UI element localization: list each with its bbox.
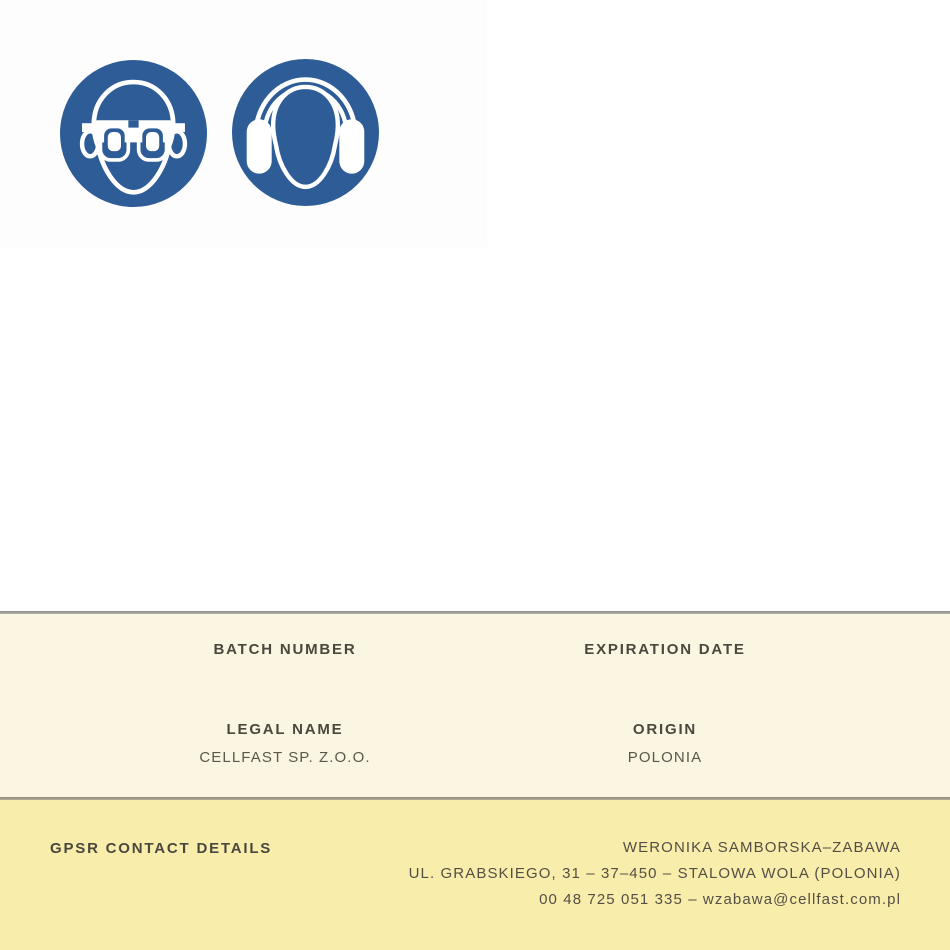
safety-pictograms-area: [0, 0, 487, 247]
expiration-date-label: [584, 641, 745, 659]
field-value: POLONIA: [627, 749, 703, 766]
origin-value: [628, 749, 702, 767]
batch-number-label: [214, 641, 357, 659]
gpsr-contact-phone-email: 00 48 725 051 335 – wzabawa@cellfast.com.pl: [539, 891, 901, 908]
gpsr-contact-section: [0, 800, 950, 950]
field-value: CELLFAST SP. Z.O.O.: [199, 749, 371, 766]
field-label: EXPIRATION DATE: [584, 641, 746, 658]
product-info-section: [0, 614, 950, 797]
field-label: ORIGIN: [632, 721, 698, 738]
gpsr-contact-lines: [409, 835, 901, 913]
field-label: BATCH NUMBER: [213, 641, 357, 658]
legal-name-label: [227, 721, 344, 739]
wear-ear-protection-icon: [232, 59, 379, 206]
legal-name-value: [199, 749, 370, 767]
field-label: LEGAL NAME: [226, 721, 344, 738]
wear-eye-protection-icon: [60, 60, 207, 207]
gpsr-contact-name: WERONIKA SAMBORSKA–ZABAWA: [622, 839, 901, 856]
gpsr-contact-title: GPSR CONTACT DETAILS: [50, 840, 273, 857]
origin-label: [633, 721, 697, 739]
gpsr-contact-address: UL. GRABSKIEGO, 31 – 37–450 – STALOWA WOLA (POLONIA): [408, 865, 901, 882]
